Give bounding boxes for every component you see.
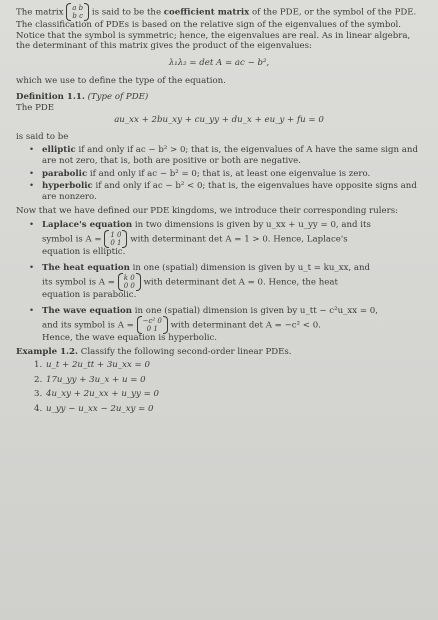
- example-number: 2.: [34, 374, 43, 385]
- parabolic-term: parabolic: [42, 168, 88, 179]
- definition-said: is said to be: [16, 131, 69, 142]
- list-item: [28, 169, 422, 180]
- wave-matrix-row: −c² 0: [142, 316, 162, 325]
- elliptic-term: elliptic: [42, 145, 76, 156]
- wave-name: The wave equation: [42, 306, 133, 317]
- laplace-matrix: [104, 231, 127, 247]
- example-equation: 17u_yy + 3u_x + u = 0: [46, 374, 146, 385]
- laplace-symbol-prefix: symbol is A =: [42, 234, 102, 244]
- coefficient-matrix-term: coefficient matrix: [163, 7, 250, 18]
- wave-matrix: [137, 317, 168, 333]
- after-equation-text: which we use to define the type of the equation.: [16, 76, 226, 87]
- eigen-equation: λ₁λ₂ = det A = ac − b²,: [168, 57, 270, 68]
- definition-title: Definition 1.1.: [16, 91, 85, 102]
- list-item: [34, 360, 422, 371]
- hyperbolic-term: hyperbolic: [42, 181, 93, 192]
- wave-last: Hence, the wave equation is hyperbolic.: [42, 332, 218, 343]
- intro-suffix: is said to be the: [91, 7, 162, 18]
- intro-prefix: The matrix: [16, 7, 64, 18]
- definition-subtitle: (Type of PDE): [87, 91, 149, 102]
- intro-matrix-row: a b: [72, 4, 84, 12]
- example-heading: [16, 347, 422, 358]
- laplace-matrix-row: 0 1: [110, 238, 122, 247]
- intro-paragraph: [16, 4, 422, 52]
- example-number: 4.: [34, 403, 43, 414]
- wave-after-matrix: with determinant det A = −c² < 0.: [170, 320, 321, 331]
- heat-matrix-row: 0 0: [123, 281, 135, 290]
- definition-lead: The PDE: [16, 102, 55, 113]
- list-item: [34, 404, 422, 415]
- intro-matrix: [66, 4, 89, 20]
- example-prompt: Classify the following second-order linear PDEs.: [80, 347, 292, 358]
- example-number: 3.: [34, 389, 43, 400]
- list-item: [28, 306, 422, 343]
- list-item: [28, 145, 422, 166]
- heat-last: equation is parabolic.: [42, 289, 137, 300]
- heat-name: The heat equation: [42, 263, 130, 274]
- list-item: [28, 263, 422, 300]
- kingdoms-paragraph: Now that we have defined our PDE kingdoms, we introduce their corresponding rulers:: [16, 206, 399, 217]
- parabolic-text: if and only if ac − b² = 0; that is, at least one eigenvalue is zero.: [89, 168, 371, 179]
- wave-symbol-prefix: and its symbol is A =: [42, 320, 134, 331]
- laplace-line1: in two dimensions is given by u_xx + u_yy = 0, and its: [134, 219, 371, 230]
- hyperbolic-text: if and only if ac − b² < 0; that is, the eigenvalues have opposite signs and are nonzero.: [42, 181, 417, 202]
- heat-matrix: [118, 274, 141, 290]
- example-equation: u_t + 2u_tt + 3u_xx = 0: [46, 360, 150, 371]
- laplace-last: equation is elliptic.: [42, 246, 126, 257]
- wave-matrix-row: 0 1: [146, 324, 158, 333]
- intro-tail: of the PDE, or the symbol of the PDE. The classification of PDEs is based on the relative sign of the eigenvalues of the symbol. Notice that the symbol is symmetric; hence, the eigenvalues are real. As in linear algebra, the determinant of this matrix gives the product of the eigenvalues:: [16, 7, 417, 52]
- heat-symbol-prefix: its symbol is A =: [42, 277, 115, 288]
- elliptic-text: if and only if ac − b² > 0; that is, the eigenvalues of A have the same sign and are not zero, that is, both are positive or both are negative.: [42, 145, 418, 166]
- list-item: [28, 220, 422, 257]
- laplace-name: Laplace's equation: [42, 219, 133, 230]
- heat-after-matrix: with determinant det A = 0. Hence, the heat: [143, 277, 338, 288]
- list-item: [28, 181, 422, 202]
- list-item: [34, 375, 422, 386]
- heat-line1: in one (spatial) dimension is given by u_t = ku_xx, and: [132, 263, 371, 274]
- example-list: [16, 360, 422, 414]
- definition-equation: au_xx + 2bu_xy + cu_yy + du_x + eu_y + fu = 0: [114, 115, 324, 126]
- intro-matrix-row: b c: [72, 12, 84, 20]
- list-item: [34, 389, 422, 400]
- example-equation: u_yy − u_xx − 2u_xy = 0: [46, 403, 154, 414]
- heat-matrix-row: k 0: [123, 273, 135, 282]
- rulers-list: [28, 220, 422, 344]
- laplace-after-matrix: with determinant det A = 1 > 0. Hence, Laplace's: [130, 234, 348, 244]
- definition-heading: [16, 92, 422, 103]
- example-number: 1.: [34, 360, 43, 371]
- example-title: Example 1.2.: [16, 347, 79, 358]
- laplace-matrix-row: 1 0: [110, 230, 122, 239]
- wave-line1: in one (spatial) dimension is given by u_tt − c²u_xx = 0,: [134, 306, 378, 317]
- definition-list: [28, 145, 422, 202]
- example-equation: 4u_xy + 2u_xx + u_yy = 0: [46, 389, 159, 400]
